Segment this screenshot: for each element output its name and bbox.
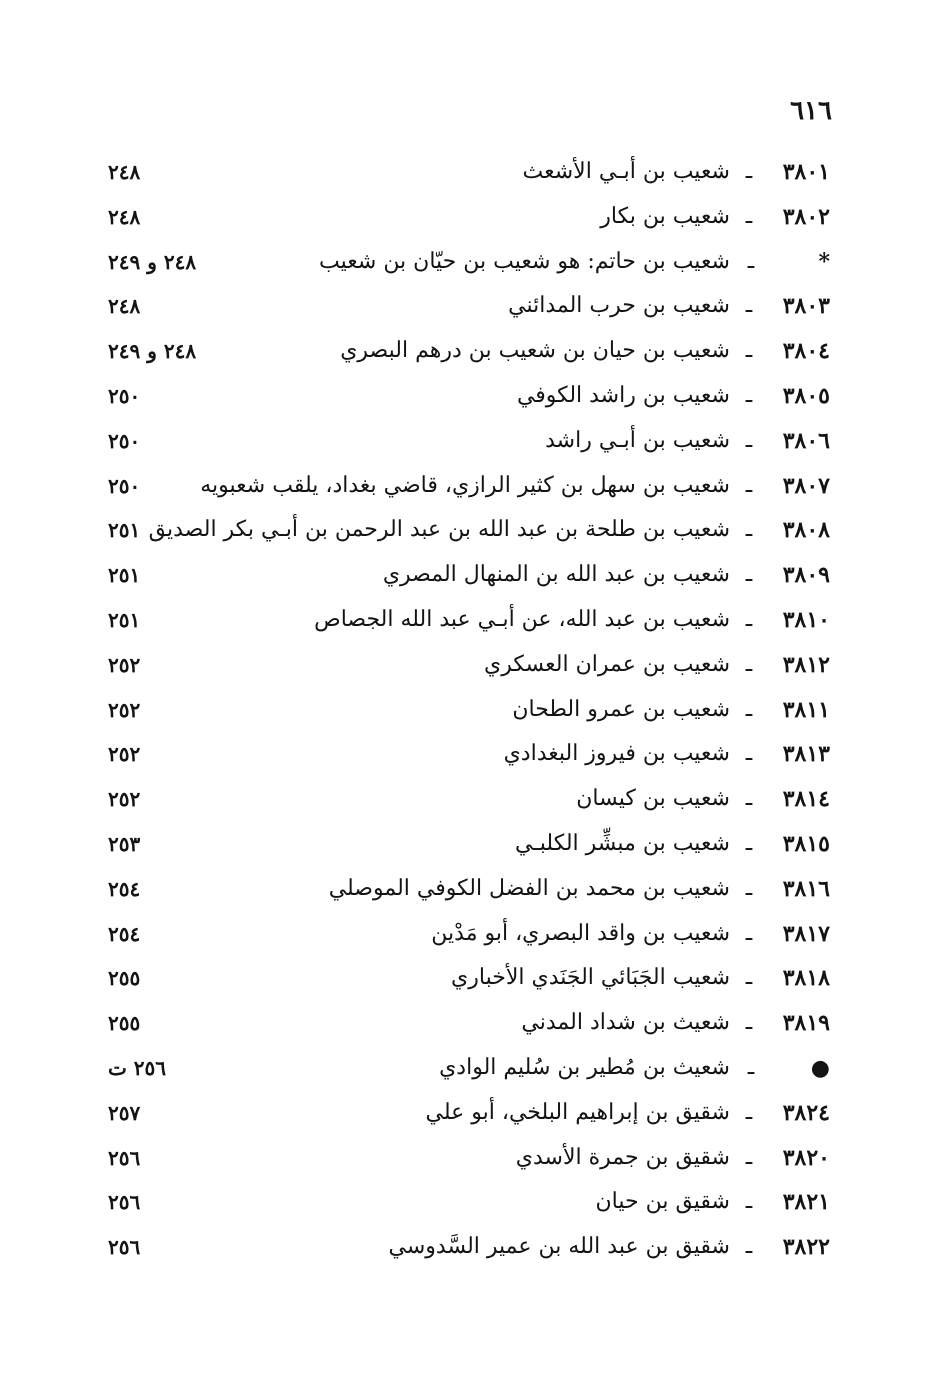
index-entry (0, 867, 936, 912)
index-entry (0, 1136, 936, 1181)
entry-page-ref: ٢٥٦ (108, 1235, 141, 1260)
entry-dash: ـ (745, 1144, 753, 1170)
index-entry (0, 822, 936, 867)
entry-dash: ـ (745, 472, 753, 498)
entry-name: شعيب بن عمران العسكري (484, 651, 730, 677)
entry-dash: ـ (745, 606, 753, 632)
entry-dash: ـ (745, 1234, 753, 1260)
entry-name: شعيب بن حيان بن شعيب بن درهم البصري (340, 338, 730, 364)
index-entry (0, 150, 936, 195)
index-entry (0, 643, 936, 688)
entry-name: شعيب بن عبد الله بن المنهال المصري (382, 562, 730, 588)
page-number: ٦١٦ (790, 96, 832, 126)
entry-dash: ـ (745, 203, 753, 229)
entry-page-ref: ٢٥٢ (108, 787, 141, 812)
entry-name: شعيب بن فيروز البغدادي (503, 741, 730, 767)
entry-dash: ـ (745, 696, 753, 722)
entry-number: ٣٨٢١ (782, 1189, 830, 1216)
index-entry (0, 1180, 936, 1225)
entry-page-ref: ٢٤٨ و ٢٤٩ (108, 249, 197, 274)
entry-dash: ـ (745, 427, 753, 453)
index-entry (0, 508, 936, 553)
entry-page-ref: ٢٥٦ (108, 1145, 141, 1170)
entry-page-ref: ٢٥٤ (108, 876, 141, 901)
index-entry (0, 1225, 936, 1270)
index-entry (0, 598, 936, 643)
entry-dash: ـ (745, 741, 753, 767)
index-entry (0, 912, 936, 957)
entry-number: ٣٨٢٠ (782, 1144, 830, 1171)
entry-dash: ـ (745, 1010, 753, 1036)
entry-dash: ـ (745, 517, 753, 543)
index-entry (0, 195, 936, 240)
entry-number: ٣٨١٢ (782, 651, 830, 678)
entry-page-ref: ٢٤٨ (108, 160, 141, 184)
entry-dash: ـ (745, 875, 753, 901)
entry-dash: ـ (745, 562, 753, 588)
entry-page-ref: ٢٥٤ (108, 921, 141, 946)
entry-page-ref: ٢٥٧ (108, 1100, 141, 1125)
index-entry (0, 777, 936, 822)
entry-dash: ـ (745, 382, 753, 408)
entry-dash: ـ (745, 965, 753, 991)
entry-number: ٣٨١٤ (782, 786, 830, 813)
entry-page-ref: ٢٥٥ (108, 1011, 141, 1036)
entry-name: شقيق بن حيان (595, 1189, 730, 1215)
index-entry (0, 688, 936, 733)
entry-name: شعيب بن أبـي راشد (545, 427, 730, 453)
entry-page-ref: ٢٥٢ (108, 697, 141, 722)
index-entry (0, 284, 936, 329)
index-entry (0, 464, 936, 509)
entry-name: شقيق بن إبراهيم البلخي، أبو علي (425, 1099, 730, 1125)
entry-dash: ـ (745, 786, 753, 812)
entry-page-ref: ٢٥٦ ت (108, 1055, 167, 1080)
entry-page-ref: ٢٥٣ (108, 831, 141, 856)
index-entry (0, 419, 936, 464)
entry-page-ref: ٢٥٢ (108, 652, 141, 677)
entry-name: شعيب الجَبَائي الجَنَدي الأخباري (451, 965, 730, 991)
index-entry (0, 956, 936, 1001)
entry-number: ٣٨٠٥ (782, 382, 830, 409)
entry-page-ref: ٢٥٦ (108, 1190, 141, 1215)
entry-page-ref: ٢٤٨ (108, 294, 141, 319)
entry-dash: ـ (747, 248, 755, 274)
entry-name: شعيب بن أبـي الأشعث (522, 159, 730, 184)
entry-name: شعيب بن طلحة بن عبد الله بن عبد الرحمن بن أبـي بكر الصديق (148, 517, 730, 543)
entry-dash: ـ (745, 1189, 753, 1215)
entry-page-ref: ٢٥٠ (108, 383, 141, 408)
entry-name: شعيب بن عمرو الطحان (512, 696, 730, 722)
index-entry (0, 1091, 936, 1136)
entry-dash: ـ (745, 920, 753, 946)
entry-page-ref: ٢٥٢ (108, 742, 141, 767)
entry-number: ٣٨١٨ (782, 965, 830, 992)
entry-number: ٣٨١١ (782, 696, 830, 723)
entry-dash: ـ (745, 1099, 753, 1125)
entry-number: ٣٨٠٩ (782, 562, 830, 589)
entry-page-ref: ٢٥١ (108, 518, 141, 543)
index-entry (0, 329, 936, 374)
entry-page-ref: ٢٥٠ (108, 428, 141, 453)
index-entries-list (0, 150, 936, 1270)
entry-name: شعيب بن عبد الله، عن أبـي عبد الله الجصاص (314, 606, 730, 632)
entry-number: ٣٨٠٧ (782, 472, 830, 499)
entry-dash: ـ (745, 293, 753, 319)
index-entry (0, 1046, 936, 1091)
entry-name: شعيب بن سهل بن كثير الرازي، قاضي بغداد، يلقب شعبويه (200, 472, 730, 498)
entry-name: شعيب بن راشد الكوفي (516, 382, 730, 408)
entry-name: شعيب بن مبشِّر الكلبـي (515, 830, 730, 856)
entry-marker: * (818, 248, 830, 275)
entry-number: ٣٨١٥ (782, 830, 830, 857)
entry-dash: ـ (745, 159, 753, 184)
entry-page-ref: ٢٤٨ (108, 204, 141, 229)
entry-number: ٣٨٠٢ (782, 203, 830, 230)
index-entry (0, 732, 936, 777)
entry-page-ref: ٢٥١ (108, 563, 141, 588)
entry-name: شعيب بن واقد البصري، أبو مَدْين (431, 920, 730, 946)
entry-number: ٣٨٢٢ (782, 1234, 830, 1261)
entry-name: شعيب بن محمد بن الفضل الكوفي الموصلي (328, 875, 730, 901)
entry-number: ٣٨٠٤ (782, 338, 830, 365)
entry-name: شعيب بن بكار (600, 203, 730, 229)
entry-number: ٣٨١٠ (782, 606, 830, 633)
index-entry (0, 1001, 936, 1046)
index-entry (0, 553, 936, 598)
entry-dash: ـ (745, 651, 753, 677)
entry-number: ٣٨١٧ (782, 920, 830, 947)
entry-page-ref: ٢٥١ (108, 607, 141, 632)
entry-name: شعيث بن مُطير بن سُليم الوادي (439, 1054, 730, 1080)
entry-number: ٣٨١٦ (782, 875, 830, 902)
entry-number: ٣٨١٩ (782, 1010, 830, 1037)
entry-name: شعيث بن شداد المدني (521, 1010, 730, 1036)
entry-page-ref: ٢٥٥ (108, 966, 141, 991)
index-entry (0, 240, 936, 285)
entry-number: ٣٨٠٦ (782, 427, 830, 454)
entry-dash: ـ (747, 1054, 755, 1080)
entry-name: شقيق بن عبد الله بن عمير السَّدوسي (388, 1234, 730, 1260)
entry-page-ref: ٢٤٨ و ٢٤٩ (108, 339, 197, 364)
entry-page-ref: ٢٥٠ (108, 473, 141, 498)
entry-marker: ● (810, 1054, 830, 1081)
entry-number: ٣٨٠٨ (782, 517, 830, 544)
index-entry (0, 374, 936, 419)
entry-name: شعيب بن كيسان (576, 786, 730, 812)
entry-name: شقيق بن جمرة الأسدي (515, 1144, 730, 1170)
entry-dash: ـ (745, 830, 753, 856)
entry-number: ٣٨٠٣ (782, 293, 830, 320)
entry-name: شعيب بن حاتم: هو شعيب بن حيّان بن شعيب (319, 248, 730, 274)
entry-number: ٣٨٠١ (782, 159, 830, 185)
entry-number: ٣٨١٣ (782, 741, 830, 768)
entry-dash: ـ (745, 338, 753, 364)
entry-number: ٣٨٢٤ (782, 1099, 830, 1126)
entry-name: شعيب بن حرب المدائني (508, 293, 730, 319)
